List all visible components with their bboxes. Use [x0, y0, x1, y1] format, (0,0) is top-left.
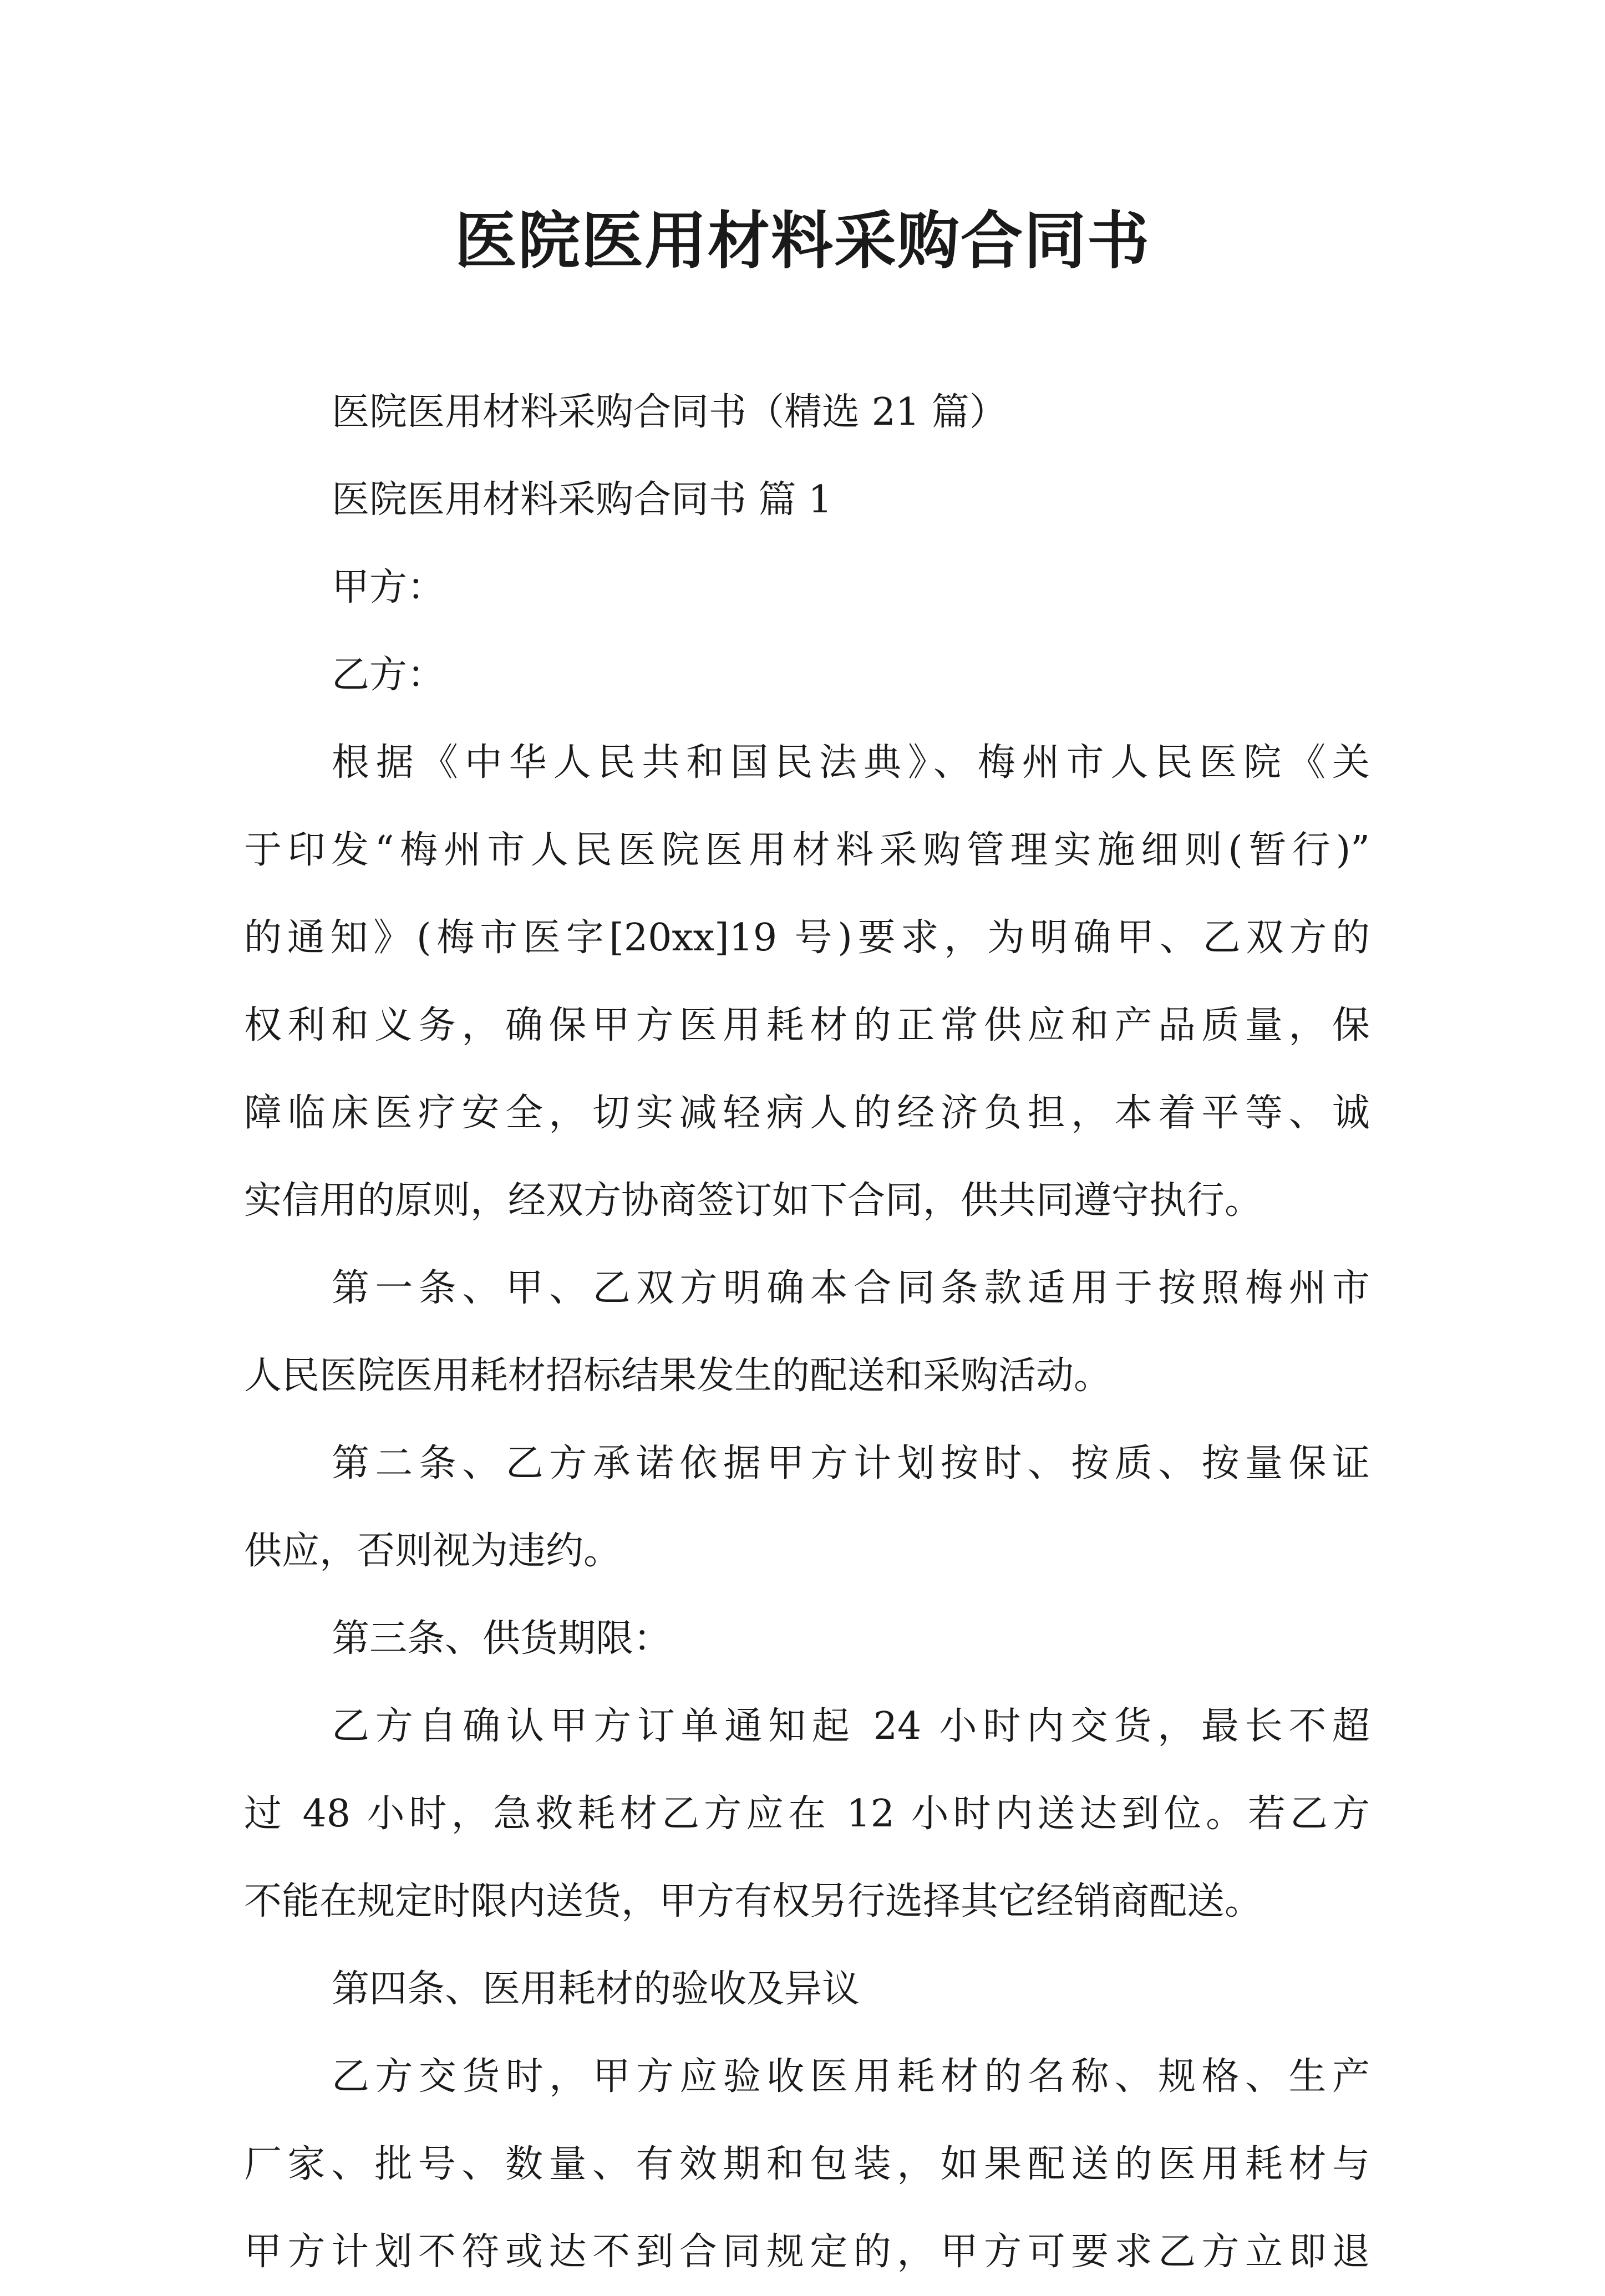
- paragraph-line: 不能在规定时限内送货，甲方有权另行选择其它经销商配送。: [244, 1880, 1263, 1923]
- paragraph-line: 乙方：: [332, 653, 445, 697]
- paragraph-line: 实信用的原则，经双方协商签订如下合同，供共同遵守执行。: [244, 1179, 1263, 1223]
- paragraph-line: 障临床医疗安全，切实减轻病人的经济负担，本着平等、诚: [244, 1091, 1370, 1135]
- paragraph-line: 第三条、供货期限：: [332, 1617, 672, 1661]
- paragraph-line: 权利和义务，确保甲方医用耗材的正常供应和产品质量，保: [244, 1004, 1370, 1047]
- paragraph-line: 过 48 小时，急救耗材乙方应在 12 小时内送达到位。若乙方: [244, 1792, 1370, 1836]
- paragraph-line: 人民医院医用耗材招标结果发生的配送和采购活动。: [244, 1354, 1112, 1398]
- paragraph-line: 甲方计划不符或达不到合同规定的，甲方可要求乙方立即退: [244, 2230, 1370, 2274]
- document-body: [244, 369, 1370, 2296]
- paragraph-line: 厂家、批号、数量、有效期和包装，如果配送的医用耗材与: [244, 2142, 1370, 2186]
- paragraph-line: 于印发“梅州市人民医院医用材料采购管理实施细则(暂行)”: [244, 828, 1370, 872]
- paragraph-line: 医院医用材料采购合同书（精选 21 篇）: [332, 390, 1007, 434]
- paragraph-line: 的通知》(梅市医字[20xx]19 号)要求，为明确甲、乙双方的: [244, 916, 1370, 960]
- paragraph-line: 第四条、医用耗材的验收及异议: [332, 1967, 860, 2011]
- paragraph-line: 甲方：: [332, 566, 445, 609]
- paragraph-line: 乙方自确认甲方订单通知起 24 小时内交货，最长不超: [332, 1704, 1370, 1748]
- paragraph-line: 第一条、甲、乙双方明确本合同条款适用于按照梅州市: [332, 1266, 1370, 1310]
- paragraph-line: 乙方交货时，甲方应验收医用耗材的名称、规格、生产: [332, 2055, 1370, 2099]
- paragraph-line: 医院医用材料采购合同书 篇 1: [332, 478, 832, 522]
- paragraph-line: 第二条、乙方承诺依据甲方计划按时、按质、按量保证: [332, 1442, 1370, 1485]
- document-title: 医院医用材料采购合同书: [455, 205, 1150, 277]
- paragraph-line: 根据《中华人民共和国民法典》、梅州市人民医院《关: [332, 741, 1370, 785]
- paragraph-line: 供应，否则视为违约。: [244, 1529, 622, 1573]
